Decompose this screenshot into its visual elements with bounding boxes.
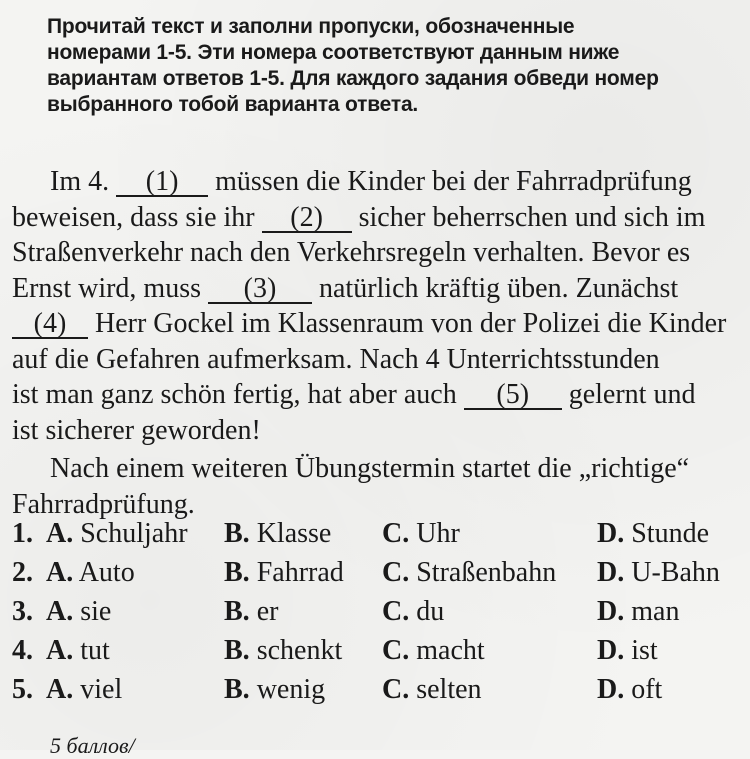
option-5a[interactable] [46, 674, 122, 706]
option-number [12, 518, 33, 550]
option-letter: A. [46, 596, 74, 627]
option-letter: C. [382, 635, 410, 666]
option-1b[interactable] [224, 518, 331, 550]
option-letter: B. [224, 518, 250, 549]
option-2b[interactable] [224, 557, 344, 589]
instructions-line: номерами 1-5. Эти номера соответствуют данным ниже [47, 41, 620, 64]
option-text: Auto [78, 557, 135, 588]
option-row-5 [12, 674, 742, 713]
option-1c[interactable] [382, 518, 460, 550]
text-line: Nach einem weiteren Übungstermin startet die „richtige“ [50, 453, 690, 484]
option-5b[interactable] [224, 674, 325, 706]
option-5d[interactable] [597, 674, 662, 706]
option-text: Fahrrad [256, 557, 344, 588]
option-letter: D. [597, 518, 625, 549]
option-4d[interactable] [597, 635, 658, 667]
option-text: U-Bahn [631, 557, 720, 588]
score-note: 5 баллов/ [50, 733, 135, 758]
option-5c[interactable] [382, 674, 482, 706]
option-2c[interactable] [382, 557, 556, 589]
option-letter: B. [224, 596, 250, 627]
option-2d[interactable] [597, 557, 720, 589]
option-2a[interactable] [46, 557, 135, 589]
option-text: Schuljahr [80, 518, 188, 549]
option-text: Klasse [256, 518, 332, 549]
option-number-label: 3. [12, 596, 33, 627]
text-fragment: ist man ganz schön fertig, hat aber auch [12, 379, 464, 410]
option-text: ist [631, 635, 658, 666]
option-number [12, 635, 33, 667]
instructions-line: вариантам ответов 1-5. Для каждого задания обведи номер [47, 67, 659, 90]
option-letter: C. [382, 674, 410, 705]
option-letter: D. [597, 635, 625, 666]
gap-2: (2) [262, 205, 352, 233]
option-letter: B. [224, 557, 250, 588]
option-number-label: 4. [12, 635, 33, 666]
option-text: Uhr [416, 518, 460, 549]
text-line [12, 200, 742, 236]
text-line: Fahrradprüfung. [12, 488, 195, 520]
option-3d[interactable] [597, 596, 679, 628]
option-letter: C. [382, 596, 410, 627]
option-number [12, 596, 33, 628]
option-3a[interactable] [46, 596, 111, 628]
gap-4: (4) [12, 311, 88, 339]
option-number [12, 674, 33, 706]
text-line: Straßenverkehr nach den Verkehrsregeln verhalten. Bevor es [12, 237, 691, 268]
option-4b[interactable] [224, 635, 342, 667]
text-line [12, 271, 742, 307]
option-letter: A. [46, 518, 74, 549]
gap-5: (5) [464, 382, 562, 410]
option-1a[interactable] [46, 518, 188, 550]
option-4a[interactable] [46, 635, 110, 667]
option-letter: C. [382, 518, 410, 549]
option-number-label: 1. [12, 518, 33, 549]
text-fragment: Herr Gockel im Klassenraum von der Polizei die Kinder [88, 308, 727, 339]
option-text: man [631, 596, 680, 627]
instructions-line: Прочитай текст и заполни пропуски, обозначенные [47, 15, 575, 38]
option-row-3 [12, 596, 742, 635]
option-text: wenig [256, 674, 326, 705]
text-fragment: Ernst wird, muss [12, 272, 208, 304]
option-text: sie [80, 596, 112, 627]
text-fragment: natürlich kräftig üben. Zunächst [312, 272, 679, 304]
answer-options [12, 518, 742, 713]
option-4c[interactable] [382, 635, 485, 667]
option-text: viel [80, 674, 123, 705]
option-text: Straßenbahn [416, 557, 557, 588]
text-line [12, 306, 742, 342]
reading-text [12, 164, 742, 522]
option-letter: C. [382, 557, 410, 588]
option-1d[interactable] [597, 518, 709, 550]
option-text: er [256, 596, 279, 627]
option-letter: A. [46, 557, 74, 588]
text-fragment: müssen die Kinder bei der Fahrradprüfung [208, 166, 692, 197]
option-letter: B. [224, 674, 250, 705]
option-number-label: 2. [12, 557, 33, 588]
option-letter: D. [597, 674, 625, 705]
text-line [12, 164, 742, 200]
text-fragment: gelernt und [561, 379, 696, 410]
text-line: ist sicherer geworden! [12, 414, 261, 446]
option-letter: B. [224, 635, 250, 666]
task-instructions [47, 14, 737, 118]
gap-3: (3) [208, 276, 312, 304]
option-text: schenkt [256, 635, 343, 666]
option-3c[interactable] [382, 596, 444, 628]
option-row-1 [12, 518, 742, 557]
text-fragment: sicher beherrschen und sich im [351, 201, 706, 233]
option-letter: A. [46, 635, 74, 666]
gap-1: (1) [116, 169, 208, 197]
option-3b[interactable] [224, 596, 278, 628]
option-text: macht [416, 635, 485, 666]
option-text: Stunde [631, 518, 710, 549]
instructions-line: выбранного тобой варианта ответа. [47, 93, 419, 116]
option-letter: D. [597, 557, 625, 588]
option-text: tut [80, 635, 110, 666]
option-row-4 [12, 635, 742, 674]
option-text: du [416, 596, 445, 627]
text-fragment: beweisen, dass sie ihr [12, 201, 262, 233]
text-line: auf die Gefahren aufmerksam. Nach 4 Unterrichtsstunden [12, 343, 660, 375]
option-letter: A. [46, 674, 74, 705]
text-line [12, 377, 742, 413]
option-row-2 [12, 557, 742, 596]
option-number-label: 5. [12, 674, 33, 705]
option-number [12, 557, 33, 589]
option-text: selten [416, 674, 482, 705]
option-letter: D. [597, 596, 625, 627]
text-fragment: Im 4. [50, 166, 117, 197]
option-text: oft [631, 674, 663, 705]
